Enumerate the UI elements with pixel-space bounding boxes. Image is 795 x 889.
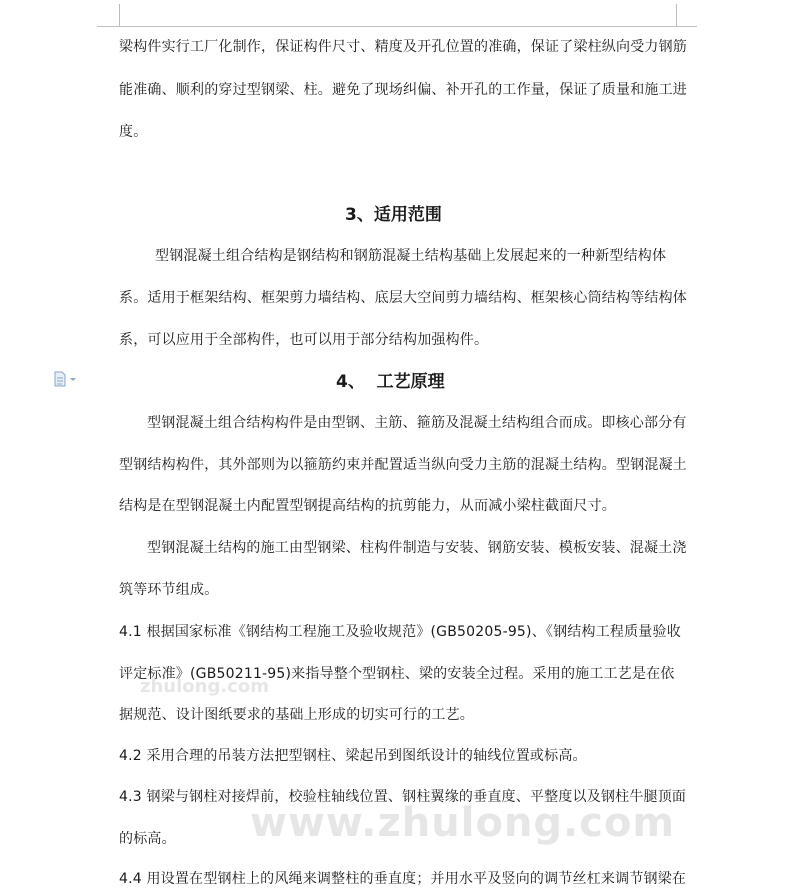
paragraph-line: 系。适用于框架结构、框架剪力墙结构、底层大空间剪力墙结构、框架核心筒结构等结构体: [119, 290, 687, 306]
paragraph-line: 筑等环节组成。: [119, 582, 219, 598]
page-header-frame: [119, 4, 677, 27]
paragraph-line: 的标高。: [119, 831, 176, 847]
section-heading-3: 3、适用范围: [345, 205, 442, 225]
paragraph-line: 结构是在型钢混凝土内配置型钢提高结构的抗剪能力，从而减小梁柱截面尺寸。: [119, 498, 616, 514]
watermark-large: www.zhulong.com: [250, 800, 676, 846]
paragraph-line: 系，可以应用于全部构件，也可以用于部分结构加强构件。: [119, 332, 489, 348]
paragraph-line: 能准确、顺利的穿过型钢梁、柱。避免了现场纠偏、补开孔的工作量，保证了质量和施工进: [119, 82, 687, 98]
paragraph-line: 据规范、设计图纸要求的基础上形成的切实可行的工艺。: [119, 707, 474, 723]
paragraph-line: 型钢混凝土结构的施工由型钢梁、柱构件制造与安装、钢筋安装、模板安装、混凝土浇: [147, 540, 687, 556]
paragraph-line: 梁构件实行工厂化制作，保证构件尺寸、精度及开孔位置的准确，保证了梁柱纵向受力钢筋: [119, 39, 687, 55]
paragraph-line: 4.4 用设置在型钢柱上的风绳来调整柱的垂直度；并用水平及竖向的调节丝杠来调节钢梁在: [119, 871, 687, 887]
page-corner-mark: [675, 26, 697, 27]
paragraph-line: 度。: [119, 124, 148, 140]
paragraph-line: 4.2 采用合理的吊装方法把型钢柱、梁起吊到图纸设计的轴线位置或标高。: [119, 748, 587, 764]
paragraph-line: 评定标准》(GB50211-95)来指导整个型钢柱、梁的安装全过程。采用的施工工艺是在依: [119, 666, 675, 682]
page-corner-mark: [97, 26, 119, 27]
paragraph-line: 4.3 钢梁与钢柱对接焊前，校验柱轴线位置、钢柱翼缘的垂直度、平整度以及钢柱牛腿顶面: [119, 789, 687, 805]
paragraph-line: 型钢混凝土组合结构是钢结构和钢筋混凝土结构基础上发展起来的一种新型结构体: [155, 248, 667, 264]
watermark-small: zhulong.com: [140, 676, 269, 697]
paragraph-line: 型钢结构构件，其外部则为以箍筋约束并配置适当纵向受力主筋的混凝土结构。型钢混凝土: [119, 457, 687, 473]
paragraph-line: 型钢混凝土组合结构构件是由型钢、主筋、箍筋及混凝土结构组合而成。即核心部分有: [147, 415, 687, 431]
document-options-icon[interactable]: [53, 371, 77, 387]
paragraph-line: 4.1 根据国家标准《钢结构工程施工及验收规范》(GB50205-95)、《钢结构工程质量验收: [119, 624, 681, 640]
section-heading-4: 4、 工艺原理: [336, 372, 445, 392]
